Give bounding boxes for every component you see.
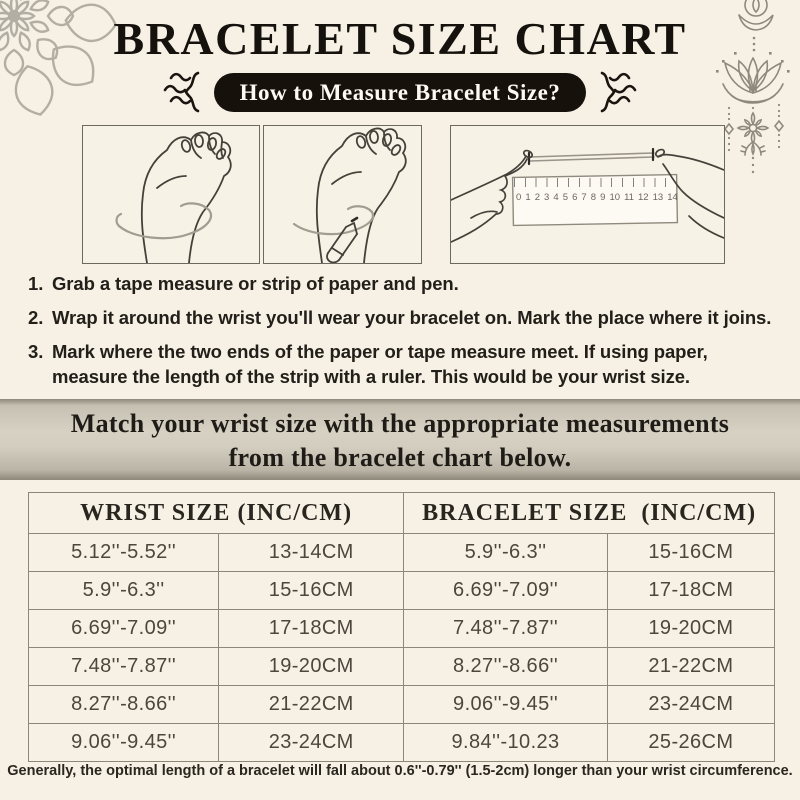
- step-number: 3.: [28, 341, 44, 362]
- wrist-size-in: 8.27''-8.66'': [29, 686, 219, 724]
- wrist-size-in: 6.69''-7.09'': [29, 610, 219, 648]
- table-row: [29, 610, 775, 648]
- table-row: [29, 648, 775, 686]
- wrist-size-cm: 15-16CM: [219, 572, 404, 610]
- bracelet-size-cm: 21-22CM: [607, 648, 774, 686]
- step-number: 2.: [28, 307, 44, 328]
- illustration-mark-pen: [263, 125, 422, 264]
- bracelet-size-cm: 17-18CM: [607, 572, 774, 610]
- wrist-size-cm: 23-24CM: [219, 724, 404, 762]
- bracelet-size-in: 8.27''-8.66'': [404, 648, 608, 686]
- wrist-size-in: 9.06''-9.45'': [29, 724, 219, 762]
- bracelet-size-in: 6.69''-7.09'': [404, 572, 608, 610]
- table-row: [29, 572, 775, 610]
- bracelet-size-cm: 19-20CM: [607, 610, 774, 648]
- bracelet-size-in: 7.48''-7.87'': [404, 610, 608, 648]
- wrist-size-in: 5.12''-5.52'': [29, 534, 219, 572]
- bracelet-size-cm: 25-26CM: [607, 724, 774, 762]
- table-row: [29, 724, 775, 762]
- illustration-ruler-measure: [450, 125, 725, 264]
- match-size-banner: [0, 399, 800, 480]
- step-text: Wrap it around the wrist you'll wear your bracelet on. Mark the place where it joins.: [52, 307, 772, 328]
- step-number: 1.: [28, 273, 44, 294]
- wrist-size-cm: 17-18CM: [219, 610, 404, 648]
- bracelet-size-header: BRACELET SIZE (INC/CM): [404, 493, 775, 534]
- ruler-ticks: [514, 178, 676, 187]
- squiggle-right-icon: [599, 69, 639, 115]
- step-text: Grab a tape measure or strip of paper and pen.: [52, 273, 459, 294]
- how-to-measure-badge: How to Measure Bracelet Size?: [214, 73, 587, 112]
- wrist-size-in: 7.48''-7.87'': [29, 648, 219, 686]
- table-header-row: [29, 493, 775, 534]
- wrist-size-cm: 19-20CM: [219, 648, 404, 686]
- badge-row: [0, 69, 800, 115]
- bracelet-size-in: 9.84''-10.23: [404, 724, 608, 762]
- wrist-size-cm: 13-14CM: [219, 534, 404, 572]
- squiggle-left-icon: [161, 69, 201, 115]
- wrist-size-header: WRIST SIZE (INC/CM): [29, 493, 404, 534]
- footnote: Generally, the optimal length of a bracelet will fall about 0.6''-0.79'' (1.5-2cm) longer than your wrist circumference.: [7, 763, 793, 779]
- step-text: Mark where the two ends of the paper or tape measure meet. If using paper, measure the length of the strip with a ruler. This would be your wrist size.: [52, 341, 708, 387]
- instructions-list: [28, 271, 780, 398]
- bracelet-size-in: 5.9''-6.3'': [404, 534, 608, 572]
- ruler-numbers: 0 1 2 3 4 5 6 7 8 9 10 11 12 13 14: [516, 191, 678, 203]
- bracelet-size-cm: 23-24CM: [607, 686, 774, 724]
- instruction-step-1: [28, 271, 780, 296]
- instruction-step-3: [28, 339, 780, 389]
- banner-line-1: Match your wrist size with the appropriate measurements: [70, 409, 730, 438]
- wrist-size-in: 5.9''-6.3'': [29, 572, 219, 610]
- size-table: [28, 492, 775, 762]
- bracelet-size-in: 9.06''-9.45'': [404, 686, 608, 724]
- table-row: [29, 686, 775, 724]
- instruction-step-2: [28, 305, 780, 330]
- illustration-wrap-wrist: [82, 125, 260, 264]
- wrist-size-cm: 21-22CM: [219, 686, 404, 724]
- banner-line-2: from the bracelet chart below.: [228, 443, 572, 472]
- page-title: BRACELET SIZE CHART: [113, 13, 687, 64]
- table-row: [29, 534, 775, 572]
- bracelet-size-cm: 15-16CM: [607, 534, 774, 572]
